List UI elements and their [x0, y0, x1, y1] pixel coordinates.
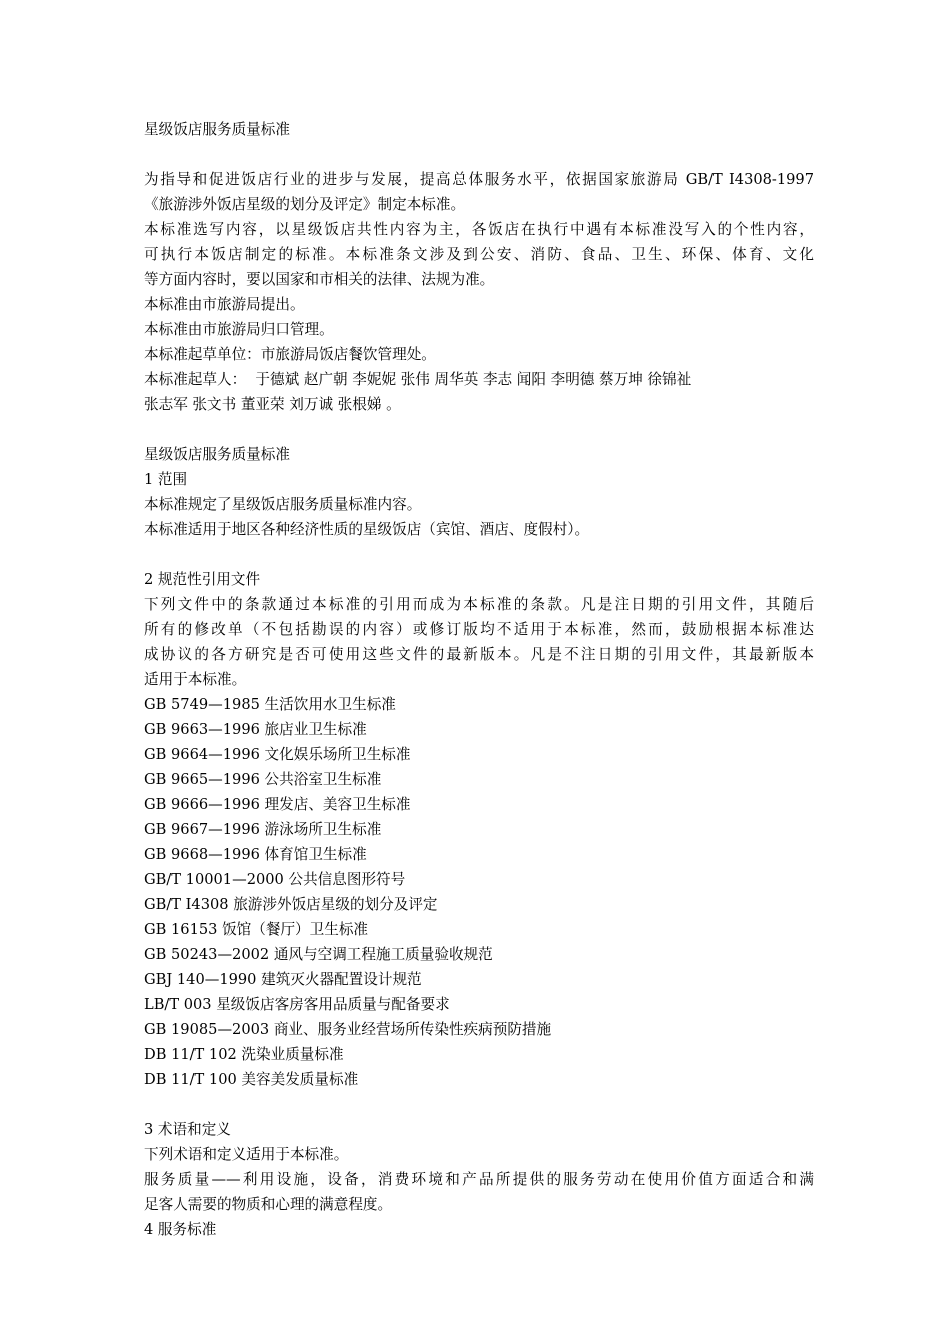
blank-line: [144, 142, 814, 167]
reference-item: GB/T 10001—2000 公共信息图形符号: [144, 871, 406, 888]
reference-item: GB 5749—1985 生活饮用水卫生标准: [144, 696, 396, 713]
doc-title: 星级饭店服务质量标准: [144, 121, 290, 138]
paragraph-line: 下列文件中的条款通过本标准的引用而成为本标准的条款。凡是注日期的引用文件，其随后: [144, 596, 814, 613]
intro-line: 本标准由市旅游局归口管理。: [144, 321, 334, 338]
doc-subtitle: 星级饭店服务质量标准: [144, 446, 290, 463]
drafters-line: 张志军 张文书 董亚荣 刘万诚 张根娣 。: [144, 396, 401, 413]
drafters-line: 本标准起草人： 于德斌 赵广朝 李妮妮 张伟 周华英 李志 闻阳 李明德 蔡万坤 徐锦祉: [144, 371, 692, 388]
reference-item: GB 16153 饭馆（餐厅）卫生标准: [144, 921, 369, 938]
reference-item: GB 50243—2002 通风与空调工程施工质量验收规范: [144, 946, 493, 963]
reference-item: GBJ 140—1990 建筑灭火器配置设计规范: [144, 971, 422, 988]
intro-line: 《旅游涉外饭店星级的划分及评定》制定本标准。: [144, 196, 466, 213]
reference-item: GB 19085—2003 商业、服务业经营场所传染性疾病预防措施: [144, 1021, 552, 1038]
reference-item: DB 11/T 102 洗染业质量标准: [144, 1046, 344, 1063]
document-page: [144, 117, 814, 1242]
paragraph-line: 所有的修改单（不包括勘误的内容）或修订版均不适用于本标准，然而，鼓励根据本标准达: [144, 621, 814, 638]
reference-item: GB 9667—1996 游泳场所卫生标准: [144, 821, 382, 838]
paragraph-line: 成协议的各方研究是否可使用这些文件的最新版本。凡是不注日期的引用文件，其最新版本: [144, 646, 814, 663]
reference-item: GB 9666—1996 理发店、美容卫生标准: [144, 796, 411, 813]
intro-line: 等方面内容时，要以国家和市相关的法律、法规为准。: [144, 271, 495, 288]
intro-line: 为指导和促进饭店行业的进步与发展，提高总体服务水平，依据国家旅游局 GB/T I4308-1997: [144, 171, 814, 188]
paragraph-line: 足客人需要的物质和心理的满意程度。: [144, 1196, 393, 1213]
reference-item: GB 9668—1996 体育馆卫生标准: [144, 846, 367, 863]
intro-line: 可执行本饭店制定的标准。本标准条文涉及到公安、消防、食品、卫生、环保、体育、文化: [144, 246, 814, 263]
section-heading-references: 2 规范性引用文件: [144, 571, 261, 588]
section-heading-scope: 1 范围: [144, 471, 188, 488]
reference-item: GB 9665—1996 公共浴室卫生标准: [144, 771, 382, 788]
reference-item: DB 11/T 100 美容美发质量标准: [144, 1071, 359, 1088]
reference-item: GB/T I4308 旅游涉外饭店星级的划分及评定: [144, 896, 438, 913]
section-heading-terms: 3 术语和定义: [144, 1121, 231, 1138]
paragraph-line: 下列术语和定义适用于本标准。: [144, 1146, 349, 1163]
paragraph-line: 适用于本标准。: [144, 671, 247, 688]
reference-item: LB/T 003 星级饭店客房客用品质量与配备要求: [144, 996, 450, 1013]
blank-line: [144, 1092, 814, 1117]
intro-line: 本标准起草单位：市旅游局饭店餐饮管理处。: [144, 346, 436, 363]
section-heading-service-standards: 4 服务标准: [144, 1221, 217, 1238]
reference-item: GB 9663—1996 旅店业卫生标准: [144, 721, 367, 738]
blank-line: [144, 417, 814, 442]
intro-line: 本标准选写内容，以星级饭店共性内容为主，各饭店在执行中遇有本标准没写入的个性内容，: [144, 221, 814, 238]
intro-line: 本标准由市旅游局提出。: [144, 296, 305, 313]
blank-line: [144, 542, 814, 567]
paragraph-line: 服务质量——利用设施，设备，消费环境和产品所提供的服务劳动在使用价值方面适合和满: [144, 1171, 814, 1188]
paragraph-line: 本标准适用于地区各种经济性质的星级饭店（宾馆、酒店、度假村）。: [144, 521, 590, 538]
reference-item: GB 9664—1996 文化娱乐场所卫生标准: [144, 746, 411, 763]
paragraph-line: 本标准规定了星级饭店服务质量标准内容。: [144, 496, 422, 513]
